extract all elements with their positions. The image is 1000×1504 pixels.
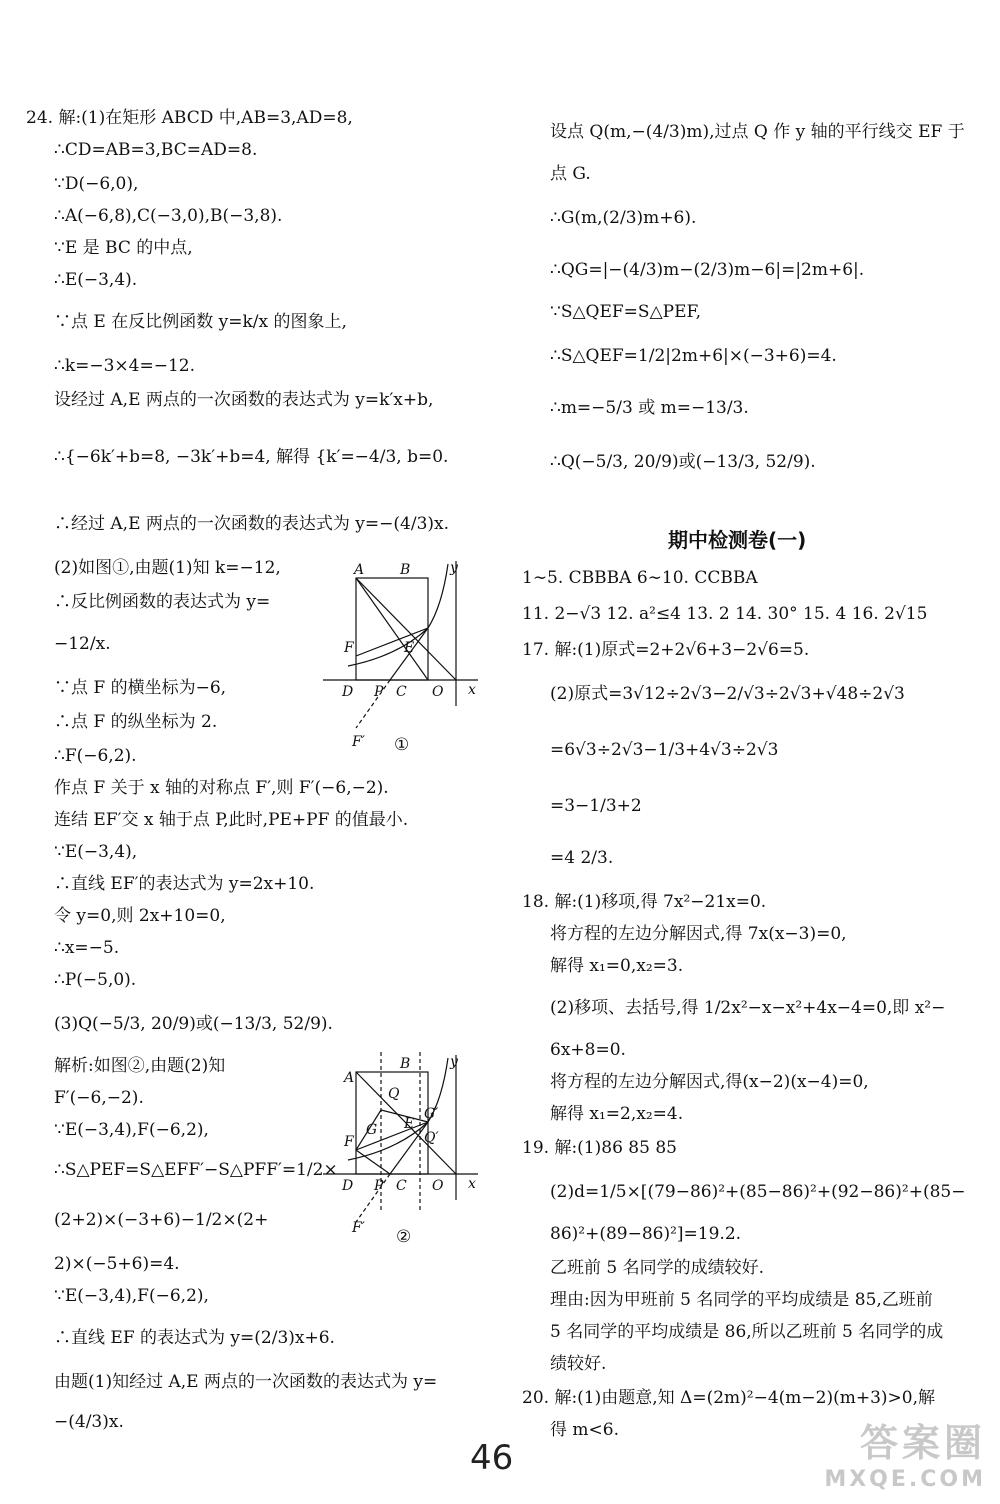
label-q: Q [388, 1086, 400, 1102]
label-x: x [468, 1176, 476, 1192]
hyperbola-curve [348, 564, 448, 666]
text-line: 17. 解:(1)原式=2+2√6+3−2√6=5. [522, 640, 810, 660]
section-title: 期中检测卷(一) [668, 528, 807, 552]
text-line: (2)移项、去括号,得 1/2x²−x−x²+4x−4=0,即 x²− [550, 998, 946, 1018]
label-a: A [344, 1070, 355, 1086]
text-line: (2+2)×(−3+6)−1/2×(2+ [54, 1210, 269, 1230]
label-e: E [404, 640, 415, 656]
text-line: 将方程的左边分解因式,得(x−2)(x−4)=0, [550, 1072, 869, 1092]
text-line: =4 2/3. [550, 848, 614, 868]
text-line: ∴F(−6,2). [54, 746, 137, 766]
label-d: D [342, 1178, 354, 1194]
text-line: ∴{−6k′+b=8, −3k′+b=4, 解得 {k′=−4/3, b=0. [54, 447, 449, 467]
text-line: 得 m<6. [550, 1420, 619, 1440]
text-line: 作点 F 关于 x 轴的对称点 F′,则 F′(−6,−2). [54, 778, 389, 798]
label-y: y [450, 560, 458, 576]
label-q-prime: Q′ [424, 1130, 439, 1146]
label-f-prime: F′ [352, 1220, 365, 1236]
label-p: P [374, 684, 384, 700]
label-b: B [400, 1056, 411, 1072]
page-number: 46 [470, 1438, 514, 1478]
label-c: C [396, 684, 407, 700]
line-pf-prime [356, 680, 390, 728]
text-line: 19. 解:(1)86 85 85 [522, 1138, 677, 1158]
text-line: 解得 x₁=2,x₂=4. [550, 1104, 684, 1124]
text-line: ∴QG=|−(4/3)m−(2/3)m−6|=|2m+6|. [550, 260, 865, 280]
text-line: ∵E(−3,4),F(−6,2), [54, 1120, 209, 1140]
text-line: (3)Q(−5/3, 20/9)或(−13/3, 52/9). [54, 1014, 333, 1034]
figure-1 [318, 556, 488, 756]
text-line: ∴反比例函数的表达式为 y= [54, 592, 271, 612]
text-line: =3−1/3+2 [550, 796, 642, 816]
text-line: 绩较好. [550, 1354, 607, 1374]
label-d: D [342, 684, 354, 700]
label-x: x [468, 682, 476, 698]
text-line: 5 名同学的平均成绩是 86,所以乙班前 5 名同学的成 [550, 1322, 944, 1342]
text-line: 设点 Q(m,−(4/3)m),过点 Q 作 y 轴的平行线交 EF 于 [550, 122, 965, 142]
text-line: 点 G. [550, 164, 591, 184]
text-line: 令 y=0,则 2x+10=0, [54, 906, 226, 926]
label-y: y [450, 1054, 458, 1070]
text-line: 理由:因为甲班前 5 名同学的平均成绩是 85,乙班前 [550, 1290, 933, 1310]
label-b: B [400, 562, 411, 578]
label-f: F [344, 1134, 354, 1150]
label-f-prime: F′ [352, 734, 365, 750]
text-line: (2)如图①,由题(1)知 k=−12, [54, 558, 281, 578]
text-line: (2)d=1/5×[(79−86)²+(85−86)²+(92−86)²+(85− [550, 1182, 966, 1202]
label-g: G [366, 1122, 378, 1138]
text-line: 1∼5. CBBBA 6∼10. CCBBA [522, 568, 758, 588]
text-line: =6√3÷2√3−1/3+4√3÷2√3 [550, 740, 779, 760]
label-c: C [396, 1178, 407, 1194]
text-line: ∴P(−5,0). [54, 970, 137, 990]
text-line: 86)²+(89−86)²]=19.2. [550, 1224, 742, 1244]
line-pf-prime [356, 1174, 390, 1222]
text-line: ∴E(−3,4). [54, 270, 138, 290]
text-line: ∵S△QEF=S△PEF, [550, 302, 702, 322]
line-ae [356, 578, 456, 680]
text-line: 20. 解:(1)由题意,知 Δ=(2m)²−4(m−2)(m+3)>0,解 [522, 1388, 936, 1408]
text-line: 18. 解:(1)移项,得 7x²−21x=0. [522, 892, 767, 912]
text-line: ∴G(m,(2/3)m+6). [550, 208, 697, 228]
label-g-prime: G′ [424, 1106, 439, 1122]
figure-1-number: ① [394, 735, 410, 755]
text-line: ∴k=−3×4=−12. [54, 356, 196, 376]
label-o: O [432, 1178, 444, 1194]
figure-2-number: ② [396, 1227, 412, 1247]
diagonal-ac [356, 578, 428, 680]
text-line: 解得 x₁=0,x₂=3. [550, 956, 684, 976]
text-line: 设经过 A,E 两点的一次函数的表达式为 y=k′x+b, [54, 390, 434, 410]
text-line: ∴点 F 的纵坐标为 2. [54, 712, 218, 732]
label-f: F [344, 640, 354, 656]
text-line: ∵D(−6,0), [54, 174, 139, 194]
text-line: ∴Q(−5/3, 20/9)或(−13/3, 52/9). [550, 452, 816, 472]
text-line: ∴经过 A,E 两点的一次函数的表达式为 y=−(4/3)x. [54, 514, 450, 534]
text-line: ∴S△PEF=S△EFF′−S△PFF′=1/2× [54, 1160, 338, 1180]
text-line: ∴m=−5/3 或 m=−13/3. [550, 398, 749, 418]
text-line: ∴CD=AB=3,BC=AD=8. [54, 140, 258, 160]
text-line: (2)原式=3√12÷2√3−2/√3÷2√3+√48÷2√3 [550, 684, 905, 704]
text-line: 乙班前 5 名同学的成绩较好. [550, 1258, 765, 1278]
text-line: 连结 EF′交 x 轴于点 P,此时,PE+PF 的值最小. [54, 810, 409, 830]
label-e: E [404, 1116, 415, 1132]
text-line: −(4/3)x. [54, 1412, 124, 1432]
text-line: ∵E(−3,4), [54, 842, 138, 862]
text-line: 2)×(−5+6)=4. [54, 1254, 180, 1274]
text-line: ∵点 E 在反比例函数 y=k/x 的图象上, [54, 312, 347, 332]
watermark-url: MXQE.COM [824, 1467, 986, 1492]
text-line: ∵E 是 BC 的中点, [54, 238, 193, 258]
watermark [824, 1412, 986, 1492]
text-line: 11. 2−√3 12. a²≤4 13. 2 14. 30° 15. 4 16. 2√15 [522, 604, 928, 624]
text-line: ∴直线 EF 的表达式为 y=(2/3)x+6. [54, 1328, 335, 1348]
text-line: 解析:如图②,由题(2)知 [54, 1056, 226, 1076]
label-p: P [374, 1178, 384, 1194]
watermark-logo-text: 答案圈 [859, 1421, 986, 1465]
text-line: ∵E(−3,4),F(−6,2), [54, 1286, 209, 1306]
text-line: ∴S△QEF=1/2|2m+6|×(−3+6)=4. [550, 346, 837, 366]
text-line: 将方程的左边分解因式,得 7x(x−3)=0, [550, 924, 847, 944]
label-o: O [432, 684, 444, 700]
text-line: 6x+8=0. [550, 1040, 626, 1060]
text-line: ∴x=−5. [54, 938, 120, 958]
text-line: 24. 解:(1)在矩形 ABCD 中,AB=3,AD=8, [26, 108, 353, 128]
text-line: ∴直线 EF′的表达式为 y=2x+10. [54, 874, 315, 894]
text-line: ∵点 F 的横坐标为−6, [54, 678, 227, 698]
text-line: F′(−6,−2). [54, 1088, 144, 1108]
text-line: 由题(1)知经过 A,E 两点的一次函数的表达式为 y= [54, 1372, 438, 1392]
text-line: −12/x. [54, 634, 111, 654]
label-a: A [354, 562, 365, 578]
figure-2 [318, 1050, 488, 1250]
text-line: ∴A(−6,8),C(−3,0),B(−3,8). [54, 206, 283, 226]
